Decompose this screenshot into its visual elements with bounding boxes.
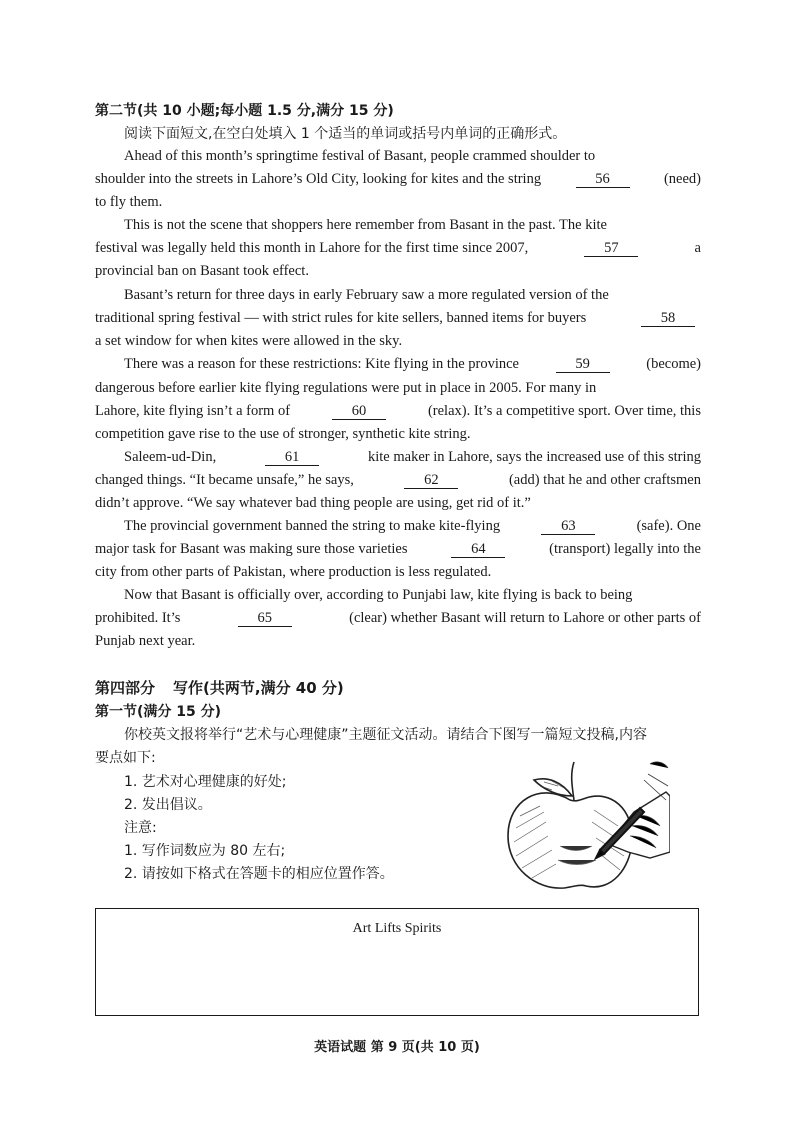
part-heading [95, 678, 344, 698]
passage-text: (clear) whether Basant will return to Lahore or other parts of [349, 610, 701, 626]
passage-line [124, 516, 701, 536]
passage-line [95, 539, 701, 559]
answer-blank[interactable]: 62 [404, 472, 458, 489]
answer-blank[interactable]: 65 [238, 610, 292, 627]
content-point: 2. 发出倡议。 [124, 797, 212, 813]
section-heading: 第二节(共 10 小题;每小题 1.5 分,满分 15 分) [95, 103, 394, 119]
passage-line [95, 331, 701, 351]
passage-line [124, 585, 701, 605]
passage-line [95, 401, 701, 421]
passage-text: traditional spring festival — with strict rules for kite sellers, banned items for buyers [95, 310, 587, 326]
passage-text: Saleem-ud-Din, [124, 449, 217, 465]
passage-text: prohibited. It’s [95, 610, 181, 626]
passage-line [95, 192, 701, 212]
passage-text: Basant’s return for three days in early February saw a more regulated version of the [124, 287, 609, 303]
answer-blank[interactable]: 61 [265, 449, 319, 466]
writing-section-heading: 第一节(满分 15 分) [95, 704, 222, 720]
passage-text: There was a reason for these restrictions: Kite flying in the province [124, 356, 519, 372]
passage-text: a [694, 240, 701, 256]
passage-text: The provincial government banned the string to make kite-flying [124, 518, 501, 534]
passage-text: (safe). One [636, 518, 701, 534]
passage-text: (add) that he and other craftsmen [508, 472, 701, 488]
passage-text: didn’t approve. “We say whatever bad thing people are using, get rid of it.” [95, 495, 531, 511]
part-heading-sub: 写作(共两节,满分 40 分) [173, 679, 344, 697]
passage-line [95, 424, 701, 444]
answer-box [95, 908, 699, 1016]
passage-text: to fly them. [95, 194, 163, 210]
answer-blank[interactable]: 57 [584, 240, 638, 257]
passage-line [95, 493, 701, 513]
section-instruction: 阅读下面短文,在空白处填入 1 个适当的单词或括号内单词的正确形式。 [124, 126, 567, 142]
answer-blank[interactable]: 63 [541, 518, 595, 535]
answer-blank[interactable]: 56 [576, 171, 630, 188]
passage-text: city from other parts of Pakistan, where production is less regulated. [95, 564, 492, 580]
answer-blank[interactable]: 58 [641, 310, 695, 327]
essay-title: Art Lifts Spirits [352, 921, 442, 936]
passage-line [124, 447, 701, 467]
passage-line [95, 631, 701, 651]
passage-line [124, 146, 701, 166]
passage-text: Lahore, kite flying isn’t a form of [95, 403, 291, 419]
passage-line [95, 169, 701, 189]
apple-drawing-illustration [500, 756, 670, 896]
passage-text: competition gave rise to the use of stronger, synthetic kite string. [95, 426, 471, 442]
passage-line [95, 261, 701, 281]
passage-text: a set window for when kites were allowed in the sky. [95, 333, 403, 349]
passage-text: (relax). It’s a competitive sport. Over time, this [427, 403, 701, 419]
part-heading-main: 第四部分 [95, 679, 156, 697]
note-item: 1. 写作词数应为 80 左右; [124, 843, 286, 859]
writing-prompt-line1: 你校英文报将举行“艺术与心理健康”主题征文活动。请结合下图写一篇短文投稿,内容 [124, 727, 647, 743]
passage-text: Ahead of this month’s springtime festival of Basant, people crammed shoulder to [124, 148, 596, 164]
passage-line [124, 285, 701, 305]
answer-blank[interactable]: 64 [451, 541, 505, 558]
passage-text: (become) [646, 356, 701, 372]
passage-text: This is not the scene that shoppers here remember from Basant in the past. The kite [124, 217, 607, 233]
passage-line [124, 215, 701, 235]
passage-line [95, 608, 701, 628]
answer-blank[interactable]: 60 [332, 403, 386, 420]
passage-text: Punjab next year. [95, 633, 196, 649]
note-item: 2. 请按如下格式在答题卡的相应位置作答。 [124, 866, 394, 882]
writing-prompt-line2: 要点如下: [95, 750, 156, 766]
answer-blank[interactable]: 59 [556, 356, 610, 373]
passage-text: (transport) legally into the [549, 541, 701, 557]
passage-text: shoulder into the streets in Lahore’s Old City, looking for kites and the string [95, 171, 542, 187]
passage-text: Now that Basant is officially over, according to Punjabi law, kite flying is back to being [124, 587, 633, 603]
page-footer: 英语试题 第 9 页(共 10 页) [314, 1040, 480, 1055]
passage-text: festival was legally held this month in Lahore for the first time since 2007, [95, 240, 529, 256]
passage-line [95, 562, 701, 582]
passage-text: provincial ban on Basant took effect. [95, 263, 309, 279]
passage-text: kite maker in Lahore, says the increased use of this string [368, 449, 701, 465]
passage-line [95, 308, 701, 328]
passage-line [124, 354, 701, 374]
passage-text: (need) [663, 171, 701, 187]
notes-label: 注意: [124, 820, 157, 836]
passage-text: changed things. “It became unsafe,” he says, [95, 472, 354, 488]
passage-line [95, 470, 701, 490]
passage-text: major task for Basant was making sure those varieties [95, 541, 408, 557]
content-point: 1. 艺术对心理健康的好处; [124, 774, 287, 790]
passage-line [95, 378, 701, 398]
passage-line [95, 238, 701, 258]
passage-text: dangerous before earlier kite flying regulations were put in place in 2005. For many in [95, 380, 597, 396]
